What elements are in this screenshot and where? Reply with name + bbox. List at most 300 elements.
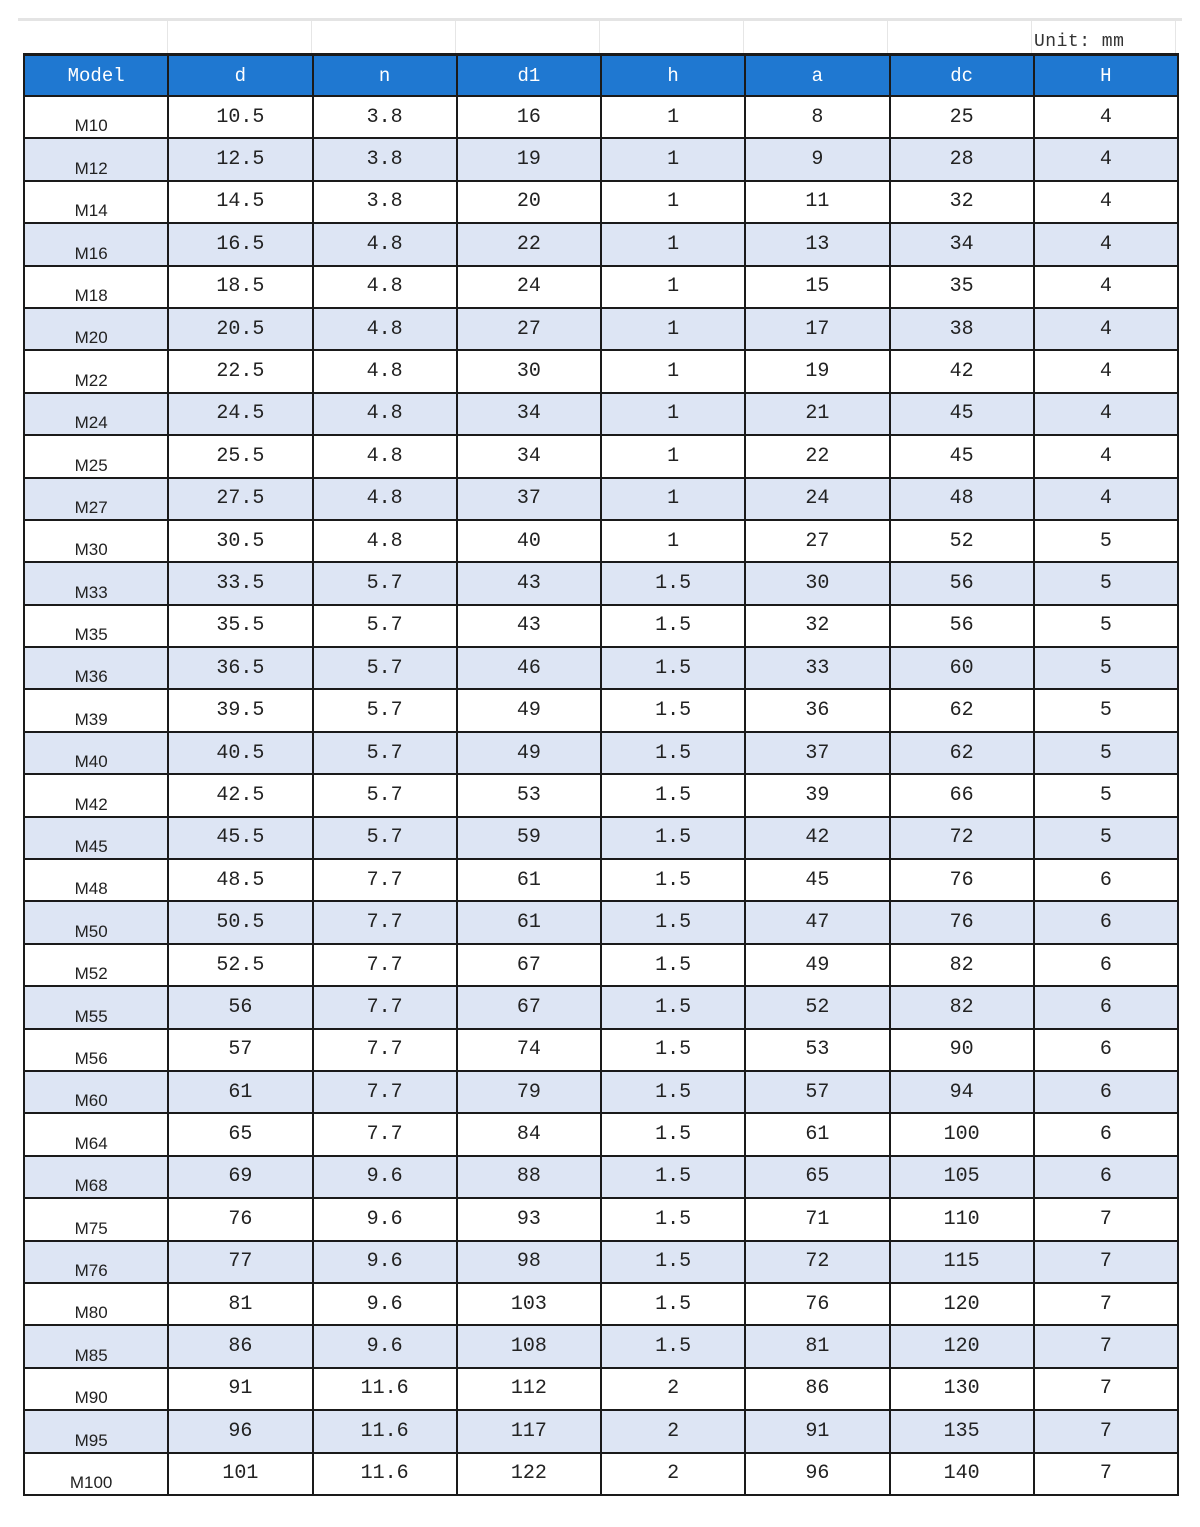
value-cell-h: 1.5 [601, 1029, 745, 1071]
value-cell-h: 7 [1034, 1283, 1178, 1325]
table-row [24, 435, 1178, 477]
value-cell-a: 9 [745, 138, 889, 180]
value-cell-n: 4.8 [313, 308, 457, 350]
value-cell-h: 1.5 [601, 689, 745, 731]
value-cell-h: 1.5 [601, 817, 745, 859]
value-cell-a: 22 [745, 435, 889, 477]
value-cell-a: 36 [745, 689, 889, 731]
value-cell-d1: 46 [457, 647, 601, 689]
value-cell-dc: 62 [890, 689, 1034, 731]
table-row [24, 266, 1178, 308]
value-cell-h: 1 [601, 223, 745, 265]
value-cell-d: 69 [168, 1156, 312, 1198]
value-cell-d: 30.5 [168, 520, 312, 562]
value-cell-dc: 45 [890, 393, 1034, 435]
value-cell-h: 1 [601, 520, 745, 562]
value-cell-n: 7.7 [313, 1071, 457, 1113]
value-cell-dc: 76 [890, 901, 1034, 943]
value-cell-d: 77 [168, 1241, 312, 1283]
column-header-a: a [745, 55, 889, 97]
value-cell-h: 5 [1034, 689, 1178, 731]
value-cell-d1: 61 [457, 901, 601, 943]
value-cell-h: 6 [1034, 1071, 1178, 1113]
value-cell-d1: 79 [457, 1071, 601, 1113]
value-cell-h: 1.5 [601, 859, 745, 901]
table-row [24, 181, 1178, 223]
value-cell-d: 24.5 [168, 393, 312, 435]
value-cell-h: 1.5 [601, 1071, 745, 1113]
table-row [24, 732, 1178, 774]
value-cell-d1: 61 [457, 859, 601, 901]
value-cell-n: 11.6 [313, 1410, 457, 1452]
value-cell-n: 11.6 [313, 1453, 457, 1495]
table-row [24, 901, 1178, 943]
table-row [24, 1029, 1178, 1071]
value-cell-d: 52.5 [168, 944, 312, 986]
model-cell: M48 [24, 859, 168, 901]
value-cell-a: 81 [745, 1325, 889, 1367]
value-cell-h: 6 [1034, 986, 1178, 1028]
table-row [24, 1113, 1178, 1155]
model-cell: M95 [24, 1410, 168, 1452]
model-cell: M10 [24, 96, 168, 138]
value-cell-a: 24 [745, 478, 889, 520]
value-cell-dc: 34 [890, 223, 1034, 265]
model-cell: M90 [24, 1368, 168, 1410]
value-cell-d1: 112 [457, 1368, 601, 1410]
value-cell-dc: 56 [890, 562, 1034, 604]
value-cell-h: 1 [601, 435, 745, 477]
value-cell-h: 2 [601, 1410, 745, 1452]
value-cell-n: 4.8 [313, 350, 457, 392]
value-cell-d: 40.5 [168, 732, 312, 774]
value-cell-h: 1.5 [601, 1113, 745, 1155]
column-header-model: Model [24, 55, 168, 97]
value-cell-a: 71 [745, 1198, 889, 1240]
value-cell-dc: 140 [890, 1453, 1034, 1495]
value-cell-a: 11 [745, 181, 889, 223]
value-cell-d1: 34 [457, 393, 601, 435]
value-cell-d1: 108 [457, 1325, 601, 1367]
model-cell: M85 [24, 1325, 168, 1367]
value-cell-a: 30 [745, 562, 889, 604]
value-cell-d: 96 [168, 1410, 312, 1452]
table-row [24, 478, 1178, 520]
value-cell-h: 7 [1034, 1368, 1178, 1410]
header-row [24, 55, 1178, 97]
value-cell-n: 5.7 [313, 817, 457, 859]
value-cell-h: 4 [1034, 435, 1178, 477]
value-cell-a: 91 [745, 1410, 889, 1452]
value-cell-n: 7.7 [313, 859, 457, 901]
value-cell-dc: 130 [890, 1368, 1034, 1410]
value-cell-d: 81 [168, 1283, 312, 1325]
value-cell-dc: 72 [890, 817, 1034, 859]
value-cell-n: 7.7 [313, 944, 457, 986]
value-cell-h: 4 [1034, 138, 1178, 180]
value-cell-dc: 32 [890, 181, 1034, 223]
value-cell-d1: 67 [457, 986, 601, 1028]
value-cell-a: 33 [745, 647, 889, 689]
value-cell-h: 5 [1034, 605, 1178, 647]
value-cell-h: 1.5 [601, 901, 745, 943]
value-cell-h: 5 [1034, 562, 1178, 604]
value-cell-h: 4 [1034, 350, 1178, 392]
value-cell-h: 5 [1034, 817, 1178, 859]
table-row [24, 1198, 1178, 1240]
value-cell-d1: 74 [457, 1029, 601, 1071]
value-cell-n: 5.7 [313, 562, 457, 604]
table-row [24, 308, 1178, 350]
value-cell-dc: 82 [890, 986, 1034, 1028]
value-cell-a: 76 [745, 1283, 889, 1325]
value-cell-dc: 105 [890, 1156, 1034, 1198]
value-cell-h: 6 [1034, 944, 1178, 986]
value-cell-h: 6 [1034, 901, 1178, 943]
value-cell-n: 7.7 [313, 986, 457, 1028]
value-cell-h: 7 [1034, 1453, 1178, 1495]
value-cell-h: 1 [601, 308, 745, 350]
table-row [24, 520, 1178, 562]
table-row [24, 689, 1178, 731]
unit-label: Unit: mm [1034, 32, 1125, 52]
value-cell-a: 86 [745, 1368, 889, 1410]
value-cell-h: 7 [1034, 1241, 1178, 1283]
value-cell-h: 7 [1034, 1325, 1178, 1367]
table-row [24, 1241, 1178, 1283]
table-row [24, 1156, 1178, 1198]
value-cell-n: 7.7 [313, 1113, 457, 1155]
value-cell-d: 35.5 [168, 605, 312, 647]
value-cell-h: 1.5 [601, 1283, 745, 1325]
value-cell-h: 1.5 [601, 605, 745, 647]
value-cell-h: 1.5 [601, 647, 745, 689]
value-cell-h: 7 [1034, 1198, 1178, 1240]
value-cell-h: 4 [1034, 96, 1178, 138]
value-cell-d: 101 [168, 1453, 312, 1495]
model-cell: M24 [24, 393, 168, 435]
column-header-h: h [601, 55, 745, 97]
value-cell-d1: 20 [457, 181, 601, 223]
value-cell-d: 91 [168, 1368, 312, 1410]
model-cell: M16 [24, 223, 168, 265]
value-cell-d1: 49 [457, 732, 601, 774]
table-header [24, 55, 1178, 97]
value-cell-d1: 34 [457, 435, 601, 477]
value-cell-h: 1 [601, 181, 745, 223]
column-header-dc: dc [890, 55, 1034, 97]
value-cell-dc: 60 [890, 647, 1034, 689]
model-cell: M25 [24, 435, 168, 477]
value-cell-d1: 22 [457, 223, 601, 265]
value-cell-h: 7 [1034, 1410, 1178, 1452]
value-cell-h: 6 [1034, 859, 1178, 901]
value-cell-n: 5.7 [313, 647, 457, 689]
value-cell-n: 5.7 [313, 732, 457, 774]
model-cell: M80 [24, 1283, 168, 1325]
value-cell-h: 1 [601, 393, 745, 435]
value-cell-h: 2 [601, 1453, 745, 1495]
value-cell-h: 4 [1034, 478, 1178, 520]
value-cell-h: 4 [1034, 308, 1178, 350]
value-cell-dc: 66 [890, 774, 1034, 816]
value-cell-d1: 16 [457, 96, 601, 138]
value-cell-n: 4.8 [313, 478, 457, 520]
value-cell-d: 86 [168, 1325, 312, 1367]
value-cell-dc: 115 [890, 1241, 1034, 1283]
value-cell-h: 5 [1034, 647, 1178, 689]
value-cell-h: 5 [1034, 520, 1178, 562]
table-row [24, 223, 1178, 265]
value-cell-h: 1.5 [601, 1198, 745, 1240]
value-cell-dc: 48 [890, 478, 1034, 520]
value-cell-h: 1.5 [601, 1325, 745, 1367]
value-cell-d1: 30 [457, 350, 601, 392]
value-cell-a: 45 [745, 859, 889, 901]
value-cell-d1: 67 [457, 944, 601, 986]
value-cell-d1: 27 [457, 308, 601, 350]
value-cell-d: 36.5 [168, 647, 312, 689]
value-cell-a: 53 [745, 1029, 889, 1071]
table-row [24, 393, 1178, 435]
model-cell: M12 [24, 138, 168, 180]
value-cell-h: 1 [601, 266, 745, 308]
table-row [24, 1283, 1178, 1325]
column-header-n: n [313, 55, 457, 97]
value-cell-a: 47 [745, 901, 889, 943]
value-cell-h: 1 [601, 350, 745, 392]
value-cell-d: 14.5 [168, 181, 312, 223]
model-cell: M40 [24, 732, 168, 774]
value-cell-d1: 93 [457, 1198, 601, 1240]
value-cell-h: 1.5 [601, 944, 745, 986]
value-cell-dc: 110 [890, 1198, 1034, 1240]
value-cell-dc: 135 [890, 1410, 1034, 1452]
value-cell-a: 13 [745, 223, 889, 265]
value-cell-h: 1.5 [601, 774, 745, 816]
value-cell-dc: 76 [890, 859, 1034, 901]
value-cell-n: 9.6 [313, 1156, 457, 1198]
value-cell-a: 52 [745, 986, 889, 1028]
value-cell-n: 9.6 [313, 1325, 457, 1367]
dimension-table [23, 53, 1179, 1496]
value-cell-h: 1 [601, 138, 745, 180]
value-cell-a: 37 [745, 732, 889, 774]
value-cell-h: 6 [1034, 1029, 1178, 1071]
model-cell: M75 [24, 1198, 168, 1240]
model-cell: M50 [24, 901, 168, 943]
value-cell-d: 16.5 [168, 223, 312, 265]
model-cell: M52 [24, 944, 168, 986]
value-cell-n: 4.8 [313, 520, 457, 562]
value-cell-h: 6 [1034, 1156, 1178, 1198]
value-cell-dc: 28 [890, 138, 1034, 180]
column-header-d1: d1 [457, 55, 601, 97]
value-cell-h: 4 [1034, 393, 1178, 435]
model-cell: M64 [24, 1113, 168, 1155]
value-cell-dc: 94 [890, 1071, 1034, 1113]
value-cell-dc: 42 [890, 350, 1034, 392]
value-cell-d1: 98 [457, 1241, 601, 1283]
value-cell-d: 10.5 [168, 96, 312, 138]
value-cell-dc: 45 [890, 435, 1034, 477]
model-cell: M18 [24, 266, 168, 308]
value-cell-n: 11.6 [313, 1368, 457, 1410]
table-body [24, 96, 1178, 1495]
table-row [24, 1410, 1178, 1452]
value-cell-d: 18.5 [168, 266, 312, 308]
value-cell-h: 2 [601, 1368, 745, 1410]
value-cell-h: 1 [601, 96, 745, 138]
value-cell-d1: 43 [457, 605, 601, 647]
value-cell-n: 4.8 [313, 393, 457, 435]
value-cell-d: 50.5 [168, 901, 312, 943]
value-cell-a: 49 [745, 944, 889, 986]
model-cell: M39 [24, 689, 168, 731]
table-row [24, 562, 1178, 604]
column-header-h: H [1034, 55, 1178, 97]
table-row [24, 138, 1178, 180]
model-cell: M56 [24, 1029, 168, 1071]
value-cell-n: 3.8 [313, 96, 457, 138]
model-cell: M42 [24, 774, 168, 816]
value-cell-dc: 35 [890, 266, 1034, 308]
value-cell-d: 33.5 [168, 562, 312, 604]
value-cell-n: 9.6 [313, 1198, 457, 1240]
value-cell-dc: 120 [890, 1325, 1034, 1367]
value-cell-a: 42 [745, 817, 889, 859]
table-row [24, 350, 1178, 392]
table-row [24, 817, 1178, 859]
value-cell-h: 5 [1034, 774, 1178, 816]
table-row [24, 96, 1178, 138]
value-cell-a: 19 [745, 350, 889, 392]
model-cell: M14 [24, 181, 168, 223]
value-cell-d: 39.5 [168, 689, 312, 731]
value-cell-d1: 24 [457, 266, 601, 308]
value-cell-dc: 120 [890, 1283, 1034, 1325]
value-cell-dc: 82 [890, 944, 1034, 986]
value-cell-d1: 59 [457, 817, 601, 859]
table-row [24, 986, 1178, 1028]
table-row [24, 1325, 1178, 1367]
model-cell: M55 [24, 986, 168, 1028]
value-cell-n: 4.8 [313, 435, 457, 477]
value-cell-n: 3.8 [313, 181, 457, 223]
value-cell-d1: 122 [457, 1453, 601, 1495]
value-cell-d1: 88 [457, 1156, 601, 1198]
value-cell-dc: 25 [890, 96, 1034, 138]
model-cell: M36 [24, 647, 168, 689]
value-cell-a: 15 [745, 266, 889, 308]
value-cell-d1: 40 [457, 520, 601, 562]
value-cell-n: 7.7 [313, 1029, 457, 1071]
model-cell: M76 [24, 1241, 168, 1283]
value-cell-h: 1.5 [601, 1156, 745, 1198]
model-cell: M60 [24, 1071, 168, 1113]
model-cell: M68 [24, 1156, 168, 1198]
value-cell-dc: 52 [890, 520, 1034, 562]
value-cell-d1: 37 [457, 478, 601, 520]
value-cell-n: 4.8 [313, 266, 457, 308]
value-cell-n: 7.7 [313, 901, 457, 943]
model-cell: M27 [24, 478, 168, 520]
value-cell-h: 1.5 [601, 562, 745, 604]
value-cell-d1: 53 [457, 774, 601, 816]
value-cell-h: 5 [1034, 732, 1178, 774]
table-row [24, 1453, 1178, 1495]
value-cell-h: 1 [601, 478, 745, 520]
value-cell-n: 9.6 [313, 1241, 457, 1283]
value-cell-n: 9.6 [313, 1283, 457, 1325]
spreadsheet-gridline-strip [18, 18, 1182, 52]
value-cell-d: 61 [168, 1071, 312, 1113]
table-row [24, 647, 1178, 689]
model-cell: M45 [24, 817, 168, 859]
value-cell-d: 27.5 [168, 478, 312, 520]
value-cell-a: 39 [745, 774, 889, 816]
model-cell: M30 [24, 520, 168, 562]
value-cell-a: 27 [745, 520, 889, 562]
value-cell-d: 56 [168, 986, 312, 1028]
table-row [24, 859, 1178, 901]
value-cell-a: 61 [745, 1113, 889, 1155]
value-cell-a: 32 [745, 605, 889, 647]
model-cell: M100 [24, 1453, 168, 1495]
model-cell: M20 [24, 308, 168, 350]
value-cell-d1: 103 [457, 1283, 601, 1325]
value-cell-d: 45.5 [168, 817, 312, 859]
value-cell-d: 76 [168, 1198, 312, 1240]
value-cell-d: 42.5 [168, 774, 312, 816]
value-cell-a: 72 [745, 1241, 889, 1283]
value-cell-d1: 117 [457, 1410, 601, 1452]
table-row [24, 944, 1178, 986]
table-row [24, 1368, 1178, 1410]
value-cell-a: 8 [745, 96, 889, 138]
value-cell-d: 48.5 [168, 859, 312, 901]
value-cell-a: 65 [745, 1156, 889, 1198]
value-cell-d: 22.5 [168, 350, 312, 392]
value-cell-d1: 49 [457, 689, 601, 731]
value-cell-d: 65 [168, 1113, 312, 1155]
value-cell-a: 21 [745, 393, 889, 435]
value-cell-d: 12.5 [168, 138, 312, 180]
value-cell-n: 3.8 [313, 138, 457, 180]
value-cell-a: 57 [745, 1071, 889, 1113]
table-row [24, 774, 1178, 816]
table-row [24, 605, 1178, 647]
value-cell-d: 20.5 [168, 308, 312, 350]
value-cell-h: 6 [1034, 1113, 1178, 1155]
value-cell-d: 57 [168, 1029, 312, 1071]
value-cell-dc: 100 [890, 1113, 1034, 1155]
value-cell-n: 5.7 [313, 689, 457, 731]
value-cell-dc: 90 [890, 1029, 1034, 1071]
column-header-d: d [168, 55, 312, 97]
value-cell-d: 25.5 [168, 435, 312, 477]
table-row [24, 1071, 1178, 1113]
value-cell-dc: 56 [890, 605, 1034, 647]
value-cell-d1: 84 [457, 1113, 601, 1155]
model-cell: M35 [24, 605, 168, 647]
value-cell-d1: 43 [457, 562, 601, 604]
value-cell-h: 1.5 [601, 986, 745, 1028]
value-cell-a: 17 [745, 308, 889, 350]
model-cell: M22 [24, 350, 168, 392]
value-cell-h: 1.5 [601, 1241, 745, 1283]
model-cell: M33 [24, 562, 168, 604]
